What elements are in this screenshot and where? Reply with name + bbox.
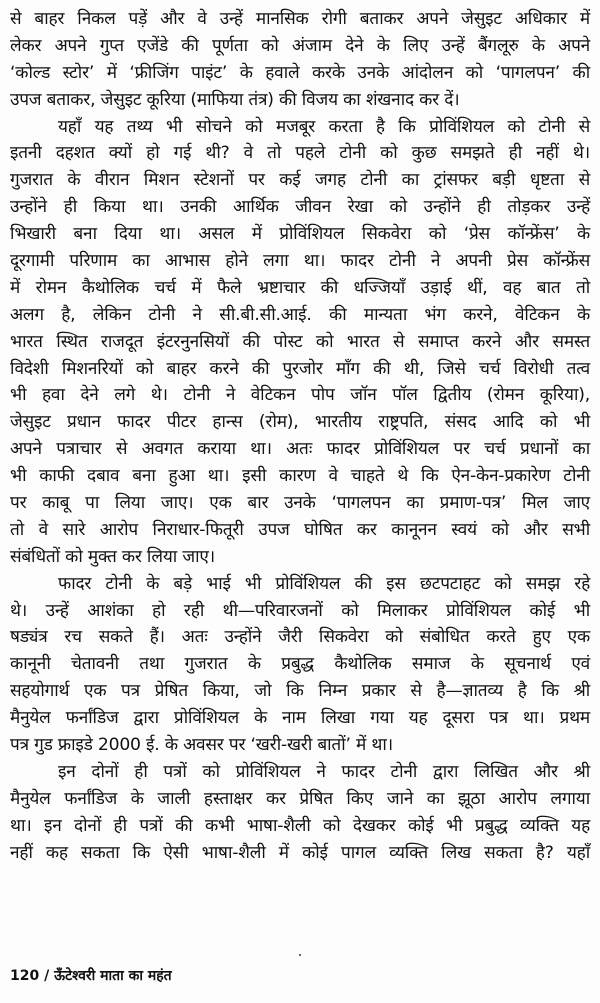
footer-separator: / xyxy=(44,968,50,984)
text-line: अपने पत्राचार से अवगत कराया था। अतः फादर प्रोविंशियल पर चर्च प्रधानों का xyxy=(10,439,590,460)
text-line: से बाहर निकल पड़ें और वे उन्हें मानसिक रोगी बताकर अपने जेसुइट अधिकार में xyxy=(10,9,590,29)
text-line: मैनुयेल फर्नांडिज द्वारा प्रोविंशियल के नाम लिखा गया यह दूसरा पत्र था। प्रथम xyxy=(10,708,590,729)
text-line: लेकर अपने गुप्त एजेंडे की पूर्णता को अंजाम देने के लिए उन्हें बैंगलूरु के अपने xyxy=(10,35,590,56)
text-line: अलग है, लेकिन टोनी ने सी.बी.सी.आई. की मान्यता भंग करने, वेटिकन के xyxy=(10,304,590,325)
text-line: सहयोगार्थ एक पत्र प्रेषित किया, जो कि निम्न प्रकार से है—ज्ञातव्य है कि श्री xyxy=(10,681,590,702)
page-number: 120 xyxy=(10,968,40,984)
text-line: दूरगामी परिणाम का आभास होने लगा था। फादर टोनी ने अपनी प्रेस कॉन्फ्रेंस xyxy=(10,251,590,272)
text-line: गुजरात के वीरान मिशन स्टेशनों पर कई जगह टोनी का ट्रांसफर बड़ी धृष्टता से xyxy=(10,170,590,191)
text-line: नहीं कह सकता कि ऐसी भाषा-शैली में कोई पागल व्यक्ति लिख सकता है? यहाँ xyxy=(10,842,590,863)
text-line: में रोमन कैथोलिक चर्च में फैले भ्रष्टाचार की धज्जियाँ उड़ाई थीं, वह बात तो xyxy=(10,277,590,298)
text-line: भारत स्थित राजदूत इंटरनुनसियों की पोस्ट को भारत से समाप्त करने और समस्त xyxy=(10,331,590,352)
body-text xyxy=(10,6,590,867)
text-line: था। इन दोनों ही पत्रों की कभी भाषा-शैली को देखकर कोई भी प्रबुद्ध व्यक्ति यह xyxy=(10,815,590,836)
page-footer xyxy=(10,966,172,985)
text-line: फादर टोनी के बड़े भाई भी प्रोविंशियल की इस छटपटाहट को समझ रहे xyxy=(58,573,590,594)
text-line: भिखारी बना दिया था। असल में प्रोविंशियल सिकवेरा को ‘प्रेस कॉन्फ्रेंस’ के xyxy=(10,224,590,245)
text-line: पर काबू पा लिया जाए। एक बार उनके ‘पागलपन का प्रमाण-पत्र’ मिल जाए xyxy=(10,493,590,514)
text-line: षड्यंत्र रच सकते हैं। अतः उन्होंने जैरी सिकवेरा को संबोधित करते हुए एक xyxy=(10,627,590,648)
text-line: उन्होंने ही किया था। उनकी आर्थिक जीवन रेखा को उन्होंने ही तोड़कर उन्हें xyxy=(10,197,590,218)
text-line: पत्र गुड फ्राइडे 2000 ई. के अवसर पर ‘खरी-खरी बातों’ में था। xyxy=(10,735,393,756)
text-line: भी हवा देने लगे थे। टोनी ने वेटिकन पोप जॉन पॉल द्वितीय (रोमन कूरिया), xyxy=(10,385,590,406)
text-line: कानूनी चेतावनी तथा गुजरात के प्रबुद्ध कैथोलिक समाज के सूचनार्थ एवं xyxy=(10,654,590,675)
text-line: विदेशी मिशनरियों को बाहर करने की पुरजोर माँग की थी, जिसे चर्च विरोधी तत्व xyxy=(10,358,590,379)
text-line: थे। उन्हें आशंका हो रही थी—परिवारजनों को मिलाकर प्रोविंशियल कोई भी xyxy=(10,600,590,621)
text-line: संबंधितों को मुक्त कर लिया जाए। xyxy=(10,546,215,567)
book-title: ऊँटेश्वरी माता का महंत xyxy=(54,968,172,984)
text-line: इन दोनों ही पत्रों को प्रोविंशियल ने फादर टोनी द्वारा लिखित और श्री xyxy=(58,761,590,782)
text-line: जेसुइट प्रधान फादर पीटर हान्स (रोम), भारतीय राष्ट्रपति, संसद आदि को भी xyxy=(10,412,590,433)
print-speck xyxy=(299,954,301,956)
text-line: मैनुयेल फर्नांडिज के जाली हस्ताक्षर कर प्रेषित किए जाने का झूठा आरोप लगाया xyxy=(10,788,590,809)
text-line: उपज बताकर, जेसुइट कूरिया (माफिया तंत्र) की विजय का शंखनाद कर दें। xyxy=(10,89,460,110)
text-line: ‘कोल्ड स्टोर’ में ‘फ्रीजिंग पाइंट’ के हवाले करके उनके आंदोलन को ‘पागलपन’ की xyxy=(10,62,590,83)
text-line: तो वे सारे आरोप निराधार-फितूरी उपज घोषित कर कानूनन स्वयं को और सभी xyxy=(10,519,590,540)
text-line: इतनी दहशत क्यों हो गई थी? वे तो पहले टोनी को कुछ समझते ही नहीं थे। xyxy=(10,143,590,164)
text-line: भी काफी दबाव बना हुआ था। इसी कारण वे चाहते थे कि ऐन-केन-प्रकारेण टोनी xyxy=(10,466,590,487)
text-line: यहाँ यह तथ्य भी सोचने को मजबूर करता है कि प्रोविंशियल को टोनी से xyxy=(58,116,590,137)
